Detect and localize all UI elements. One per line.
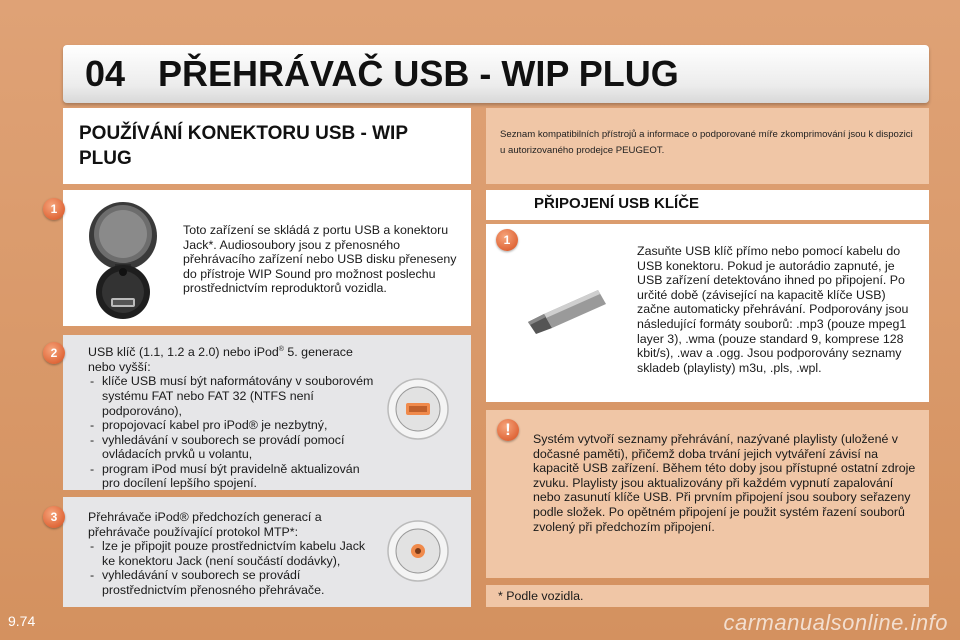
usb-step-badge: 1 xyxy=(496,229,518,251)
page-title: PŘEHRÁVAČ USB - WIP PLUG xyxy=(158,53,679,94)
usb-section-title: PŘIPOJENÍ USB KLÍČE xyxy=(534,195,700,212)
list-item: - lze je připojit pouze prostřednictvím kabelu Jack ke konektoru Jack (není součástí dodávky), xyxy=(88,539,373,568)
jack-port-illustration xyxy=(386,519,450,583)
block-3-text xyxy=(88,510,373,598)
block-1-text: Toto zařízení se skládá z portu USB a konektoru Jack*. Audiosoubory jsou z přenosného přehrávacího zařízení nebo USB disku přeneseny do přístroje WIP Sound pro možnost poslechu prostřednictvím reproduktorů vozidla. xyxy=(183,223,457,296)
block-3-list xyxy=(88,539,373,597)
warning-icon: ! xyxy=(497,419,519,441)
warning-panel xyxy=(486,410,929,578)
block-2-panel xyxy=(63,335,471,490)
section-heading-panel xyxy=(63,108,471,184)
compatibility-note-panel xyxy=(486,108,929,184)
block-3-intro: Přehrávače iPod® předchozích generací a přehrávače používající protokol MTP*: xyxy=(88,510,322,539)
watermark: carmanualsonline.info xyxy=(723,610,948,635)
block-2-text xyxy=(88,343,378,491)
usb-port-illustration xyxy=(386,377,450,441)
step-badge-3: 3 xyxy=(43,506,65,528)
step-badge-2: 2 xyxy=(43,342,65,364)
usb-jack-port-illustration xyxy=(75,194,171,322)
list-item: - vyhledávání v souborech se provádí pomocí ovládacích prvků u volantu, xyxy=(88,433,378,462)
block-3-panel xyxy=(63,497,471,607)
block-2-list xyxy=(88,374,378,491)
list-item: - klíče USB musí být naformátovány v souborovém systému FAT nebo FAT 32 (NTFS není podporováno), xyxy=(88,374,378,418)
step-badge-1: 1 xyxy=(43,198,65,220)
warning-text: Systém vytvoří seznamy přehrávání, nazývané playlisty (uložené v dočasné paměti), přičemž doba trvání jejich vytváření závisí na kapacitě USB zařízení. Během této doby jsou přístupné ostatní zdroje zvuku. Playlisty jsou aktualizovány při každém vypnutí zapalování nebo zasunutí klíče USB. Při prvním připojení jsou soubory seřazeny podle složek. Po opětném připojení je použit systém řazení souborů zvolený při předchozím připojení. xyxy=(533,432,916,534)
page-number: 9.74 xyxy=(8,613,36,629)
list-item: - propojovací kabel pro iPod® je nezbytný, xyxy=(88,418,378,433)
list-item: - vyhledávání v souborech se provádí prostřednictvím přenosného přehrávače. xyxy=(88,568,373,597)
footnote-panel xyxy=(486,585,929,607)
compatibility-note: Seznam kompatibilních přístrojů a informace o podporované míře zkomprimování jsou k dispozici u autorizovaného prodejce PEUGEOT. xyxy=(500,129,913,156)
block-1-panel xyxy=(63,190,471,326)
list-item: - program iPod musí být pravidelně aktualizován pro docílení lepšího spojení. xyxy=(88,462,378,491)
footnote: * Podle vozidla. xyxy=(498,589,584,603)
title-bar xyxy=(63,45,929,103)
block-2-intro: USB klíč (1.1, 1.2 a 2.0) nebo iPod® 5. generace nebo vyšší: xyxy=(88,345,353,374)
usb-section-heading-panel xyxy=(486,190,929,220)
usb-section-text: Zasuňte USB klíč přímo nebo pomocí kabelu do USB konektoru. Pokud je autorádio zapnuté, je USB zařízení detektováno ihned po připojení. Po určité době (závisející na kapacitě klíče USB) začne automaticky přehrávání. Podporovány jsou následující formáty souborů: .mp3 (pouze mpeg1 layer 3), .wma (pouze standard 9, komprese 128 kbit/s), .wav a .ogg. Jsou podporovány seznamy skladeb (playlisty) m3u, .pls, .wpl. xyxy=(637,244,909,375)
section-title: POUŽÍVÁNÍ KONEKTORU USB - WIP PLUG xyxy=(79,123,408,169)
usb-stick-illustration xyxy=(522,284,612,334)
usb-section-panel xyxy=(486,224,929,402)
chapter-number: 04 xyxy=(85,53,126,94)
